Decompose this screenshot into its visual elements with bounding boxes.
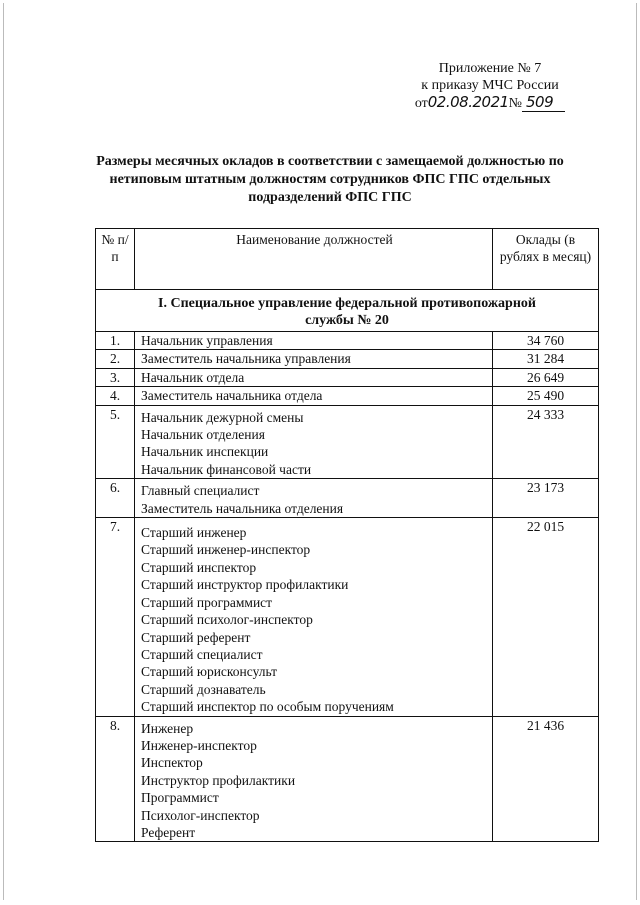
row-salary: 26 649 [493,368,599,386]
row-positions [135,350,493,368]
section-title: I. Специальное управление федеральной противопожарной службы № 20 [96,290,599,332]
number-prefix: № [508,96,523,111]
column-header-salary: Оклады (в рублях в месяц) [493,229,599,290]
appendix-header [400,60,580,112]
row-salary: 23 173 [493,479,599,518]
row-positions [135,332,493,350]
document-title: Размеры месячных окладов в соответствии с замещаемой должностью по нетиповым штатным должностям сотрудников ФПС ГПС отдельных подразделений ФПС ГПС [96,154,564,205]
position-name: Старший юрисконсульт [141,664,278,680]
table-row [96,716,599,842]
position-name: Инструктор профилактики [141,772,296,788]
row-number: 2. [96,350,135,368]
column-header-number: № п/п [96,229,135,290]
row-positions [135,518,493,716]
table-row [96,405,599,479]
position-name: Старший психолог-инспектор [141,612,313,628]
position-name: Старший инженер-инспектор [141,542,311,558]
table-row [96,479,599,518]
row-positions [135,405,493,479]
row-number: 7. [96,518,135,716]
row-number: 1. [96,332,135,350]
row-positions [135,479,493,518]
position-name: Программист [141,790,219,806]
handwritten-number: 509 [522,94,565,112]
position-name: Начальник финансовой части [141,461,312,477]
appendix-label: Приложение № 7 [438,61,542,76]
order-label: к приказу МЧС России [421,78,559,93]
row-salary: 34 760 [493,332,599,350]
row-number: 8. [96,716,135,842]
column-header-positions: Наименование должностей [135,229,493,290]
order-date-line [400,94,580,112]
table-header [96,229,599,290]
table-row [96,350,599,368]
position-name: Старший референт [141,629,251,645]
position-name: Главный специалист [141,483,260,499]
position-name: Старший специалист [141,646,263,662]
row-number: 6. [96,479,135,518]
row-salary: 31 284 [493,350,599,368]
position-name: Психолог-инспектор [141,807,260,823]
position-name: Начальник инспекции [141,444,269,460]
row-positions [135,368,493,386]
position-name: Начальник управления [141,333,273,348]
position-name: Старший программист [141,594,273,610]
row-number: 4. [96,387,135,405]
row-salary: 25 490 [493,387,599,405]
position-name: Старший дознаватель [141,681,266,697]
section-row [96,290,599,332]
row-number: 3. [96,368,135,386]
position-name: Начальник дежурной смены [141,409,304,425]
row-number: 5. [96,405,135,479]
date-prefix: от [414,96,428,111]
table-row [96,332,599,350]
position-name: Инженер [141,720,194,736]
position-name: Референт [141,824,196,840]
position-name: Старший инспектор [141,559,257,575]
position-name: Инженер-инспектор [141,737,257,753]
table-row [96,518,599,716]
table-row [96,368,599,386]
row-salary: 21 436 [493,716,599,842]
position-name: Начальник отделения [141,427,265,443]
position-name: Инспектор [141,755,203,771]
position-name: Старший инженер [141,525,247,541]
position-name: Заместитель начальника отделения [141,500,344,516]
row-positions [135,387,493,405]
row-salary: 24 333 [493,405,599,479]
position-name: Заместитель начальника отдела [141,388,323,404]
row-positions [135,716,493,842]
handwritten-date: 02.08.2021 [427,93,509,111]
position-name: Старший инструктор профилактики [141,577,349,593]
position-name: Старший инспектор по особым поручениям [141,699,394,715]
position-name: Начальник отдела [141,369,245,385]
row-salary: 22 015 [493,518,599,716]
salary-table [95,228,599,842]
table-row [96,387,599,405]
position-name: Заместитель начальника управления [141,351,351,367]
